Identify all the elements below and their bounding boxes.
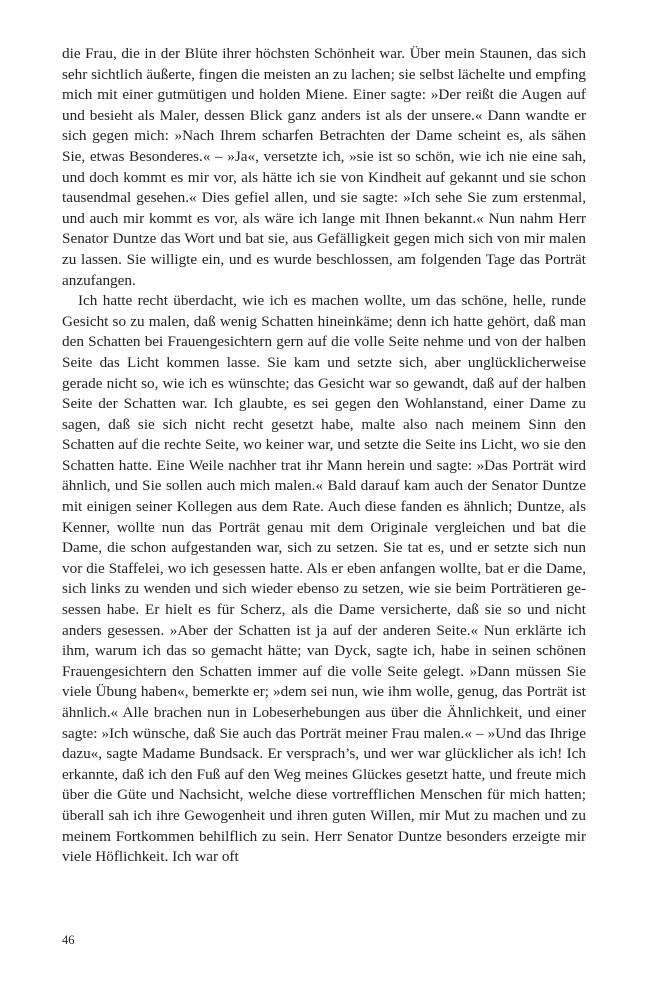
paragraph-continuation: die Frau, die in der Blüte ihrer höchsten Schönheit war. Über mein Staunen, das sich sehr sichtlich äußerte, fingen die meisten an zu lachen; sie selbst lächelte und empfing mich mit einer gutmütigen und holden Miene. Einer sagte: »Der reißt die Augen auf und besieht als Maler, dessen Blick ganz anders ist als der unsere.« Dann wandte er sich gegen mich: »Nach Ihrem scharfen Betrachten der Dame scheint es, als sähen Sie, etwas Besonderes.« – »Ja«, versetzte ich, »sie ist so schön, wie ich nie eine sah, und doch kommt es mir vor, als hätte ich sie von Kindheit auf gekannt und sie schon tausendmal gesehen.« Dies gefiel allen, und sie sagte: »Ich sehe Sie zum erstenmal, und auch mir kommt es vor, als wäre ich lange mit Ihnen bekannt.« Nun nahm Herr Senator Duntze das Wort und bat sie, aus Gefälligkeit gegen mich sich von mir malen zu lassen. Sie willigte ein, und es wurde beschlossen, am folgenden Tage das Porträt anzufangen. [62,45,586,289]
page-number: 46 [62,933,75,947]
body-text [62,44,586,868]
paragraph-portrait-shadow: Ich hatte recht überdacht, wie ich es machen wollte, um das schöne, helle, runde Gesicht so zu malen, daß wenig Schatten hineinkäme; denn ich hatte gehört, daß man den Schatten bei Frauengesichtern gern auf die volle Seite nehme und von der halben Seite das Licht kommen lasse. Sie kam und setzte sich, aber unglücklicherweise gerade nicht so, wie ich es wünschte; das Gesicht war so gewandt, daß auf der halben Seite der Schatten war. Ich glaubte, es sei gegen den Wohlanstand, einer Dame zu sagen, daß sie sich nicht recht gesetzt habe, malte also nach meinem Sinn den Schatten auf die rechte Seite, wo keiner war, und setzte die Seite ins Licht, wo sie den Schatten hatte. Eine Weile nachher trat ihr Mann herein und sagte: »Das Porträt wird ähnlich, und Sie sollen auch mich malen.« Bald darauf kam auch der Senator Duntze mit einigen seiner Kollegen aus dem Rate. Auch diese fanden es ähnlich; Duntze, als Kenner, wollte nun das Porträt genau mit dem Originale vergleichen und bat die Dame, die schon aufgestanden war, sich zu setzen. Sie tat es, und er setzte sich nun vor die Staffelei, wo ich gesessen hatte. Als er eben anfangen wollte, bat er die Dame, sich links zu wenden und sich wieder ebenso zu setzen, wie sie beim Porträtieren gesessen habe. Er hielt es für Scherz, als die Dame versicherte, daß sie so und nicht anders gesessen. »Aber der Schatten ist ja auf der anderen Seite.« Nun erklärte ich ihm, warum ich das so gemacht hätte; van Dyck, sagte ich, habe in seinen schönen Frauengesichtern den Schatten immer auf die volle Seite gelegt. »Dann müssen Sie viele Übung haben«, bemerkte er; »dem sei nun, wie ihm wolle, genug, das Porträt ist ähnlich.« Alle brachen nun in Lobeserhebungen aus über die Ähnlichkeit, und einer sagte: »Ich wünsche, daß Sie auch das Porträt meiner Frau malen.« – »Und das Ihrige dazu«, sagte Madame Bundsack. Er versprach’s, und wer war glücklicher als ich! Ich erkannte, daß ich den Fuß auf den Weg meines Glückes gesetzt hatte, und freute mich über die Güte und Nachsicht, welche diese vortrefflichen Menschen für mich hatten; überall sah ich ihre Gewogenheit und ihren guten Willen, mir Mut zu machen und zu meinem Fortkommen behilflich zu sein. Herr Senator Duntze besonders erzeigte mir viele Höflichkeit. Ich war oft [62,292,586,866]
